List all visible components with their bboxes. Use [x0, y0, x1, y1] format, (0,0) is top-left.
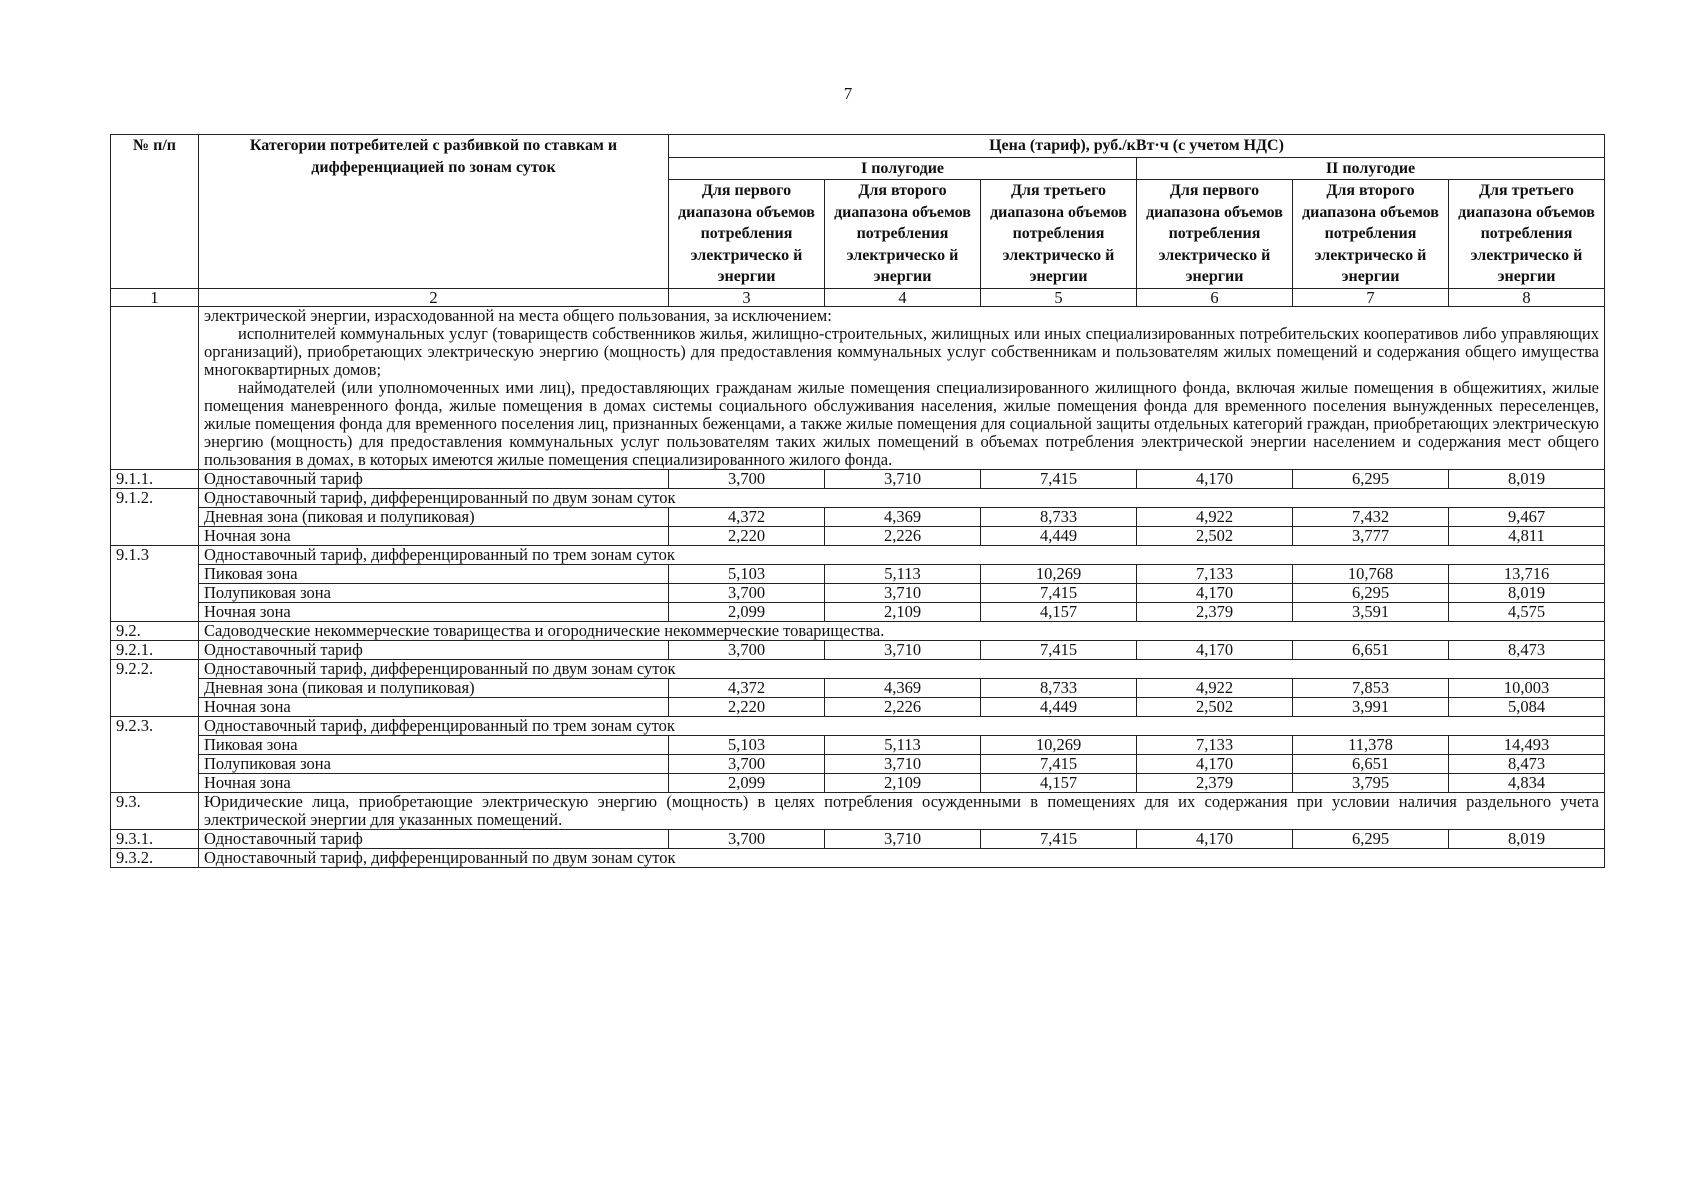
value-cell: 4,922 [1137, 678, 1293, 697]
tariff-table [110, 134, 1605, 868]
value-cell: 4,157 [981, 602, 1137, 621]
row-label: Одноставочный тариф, дифференцированный по двум зонам суток [199, 848, 1605, 867]
zone-label: Пиковая зона [199, 564, 669, 583]
value-cell: 4,170 [1137, 754, 1293, 773]
intro-paragraph: исполнителей коммунальных услуг (товариществ собственников жилья, жилищно-строительных, жилищных или иных специализированных потребительских кооперативов либо управляющих организаций), приобретающих электрическую энергию (мощность) для предоставления коммунальных услуг собственникам и пользователям жилых помещений и содержания общего имущества многоквартирных домов; [204, 323, 1600, 379]
value-cell: 3,710 [825, 583, 981, 602]
value-cell: 4,372 [669, 678, 825, 697]
value-cell: 8,473 [1449, 640, 1605, 659]
value-cell: 7,133 [1137, 735, 1293, 754]
column-number: 3 [669, 288, 825, 306]
header-range: Для первого диапазона объемов потребления электрическо й энергии [669, 180, 825, 289]
table-row [111, 773, 1605, 792]
header-range: Для первого диапазона объемов потребления электрическо й энергии [1137, 180, 1293, 289]
value-cell: 9,467 [1449, 507, 1605, 526]
value-cell: 8,019 [1449, 829, 1605, 848]
table-row [111, 697, 1605, 716]
zone-label: Дневная зона (пиковая и полупиковая) [199, 678, 669, 697]
table-row [111, 792, 1605, 829]
table-row [111, 488, 1605, 507]
row-label: Одноставочный тариф, дифференцированный по двум зонам суток [199, 488, 1605, 507]
value-cell: 3,991 [1293, 697, 1449, 716]
value-cell: 7,432 [1293, 507, 1449, 526]
value-cell: 2,379 [1137, 602, 1293, 621]
zone-label: Ночная зона [199, 773, 669, 792]
value-cell: 2,099 [669, 602, 825, 621]
value-cell: 5,103 [669, 735, 825, 754]
table-row [111, 754, 1605, 773]
row-num: 9.2.2. [111, 659, 199, 716]
intro-paragraph: наймодателей (или уполномоченных ими лиц), предоставляющих гражданам жилые помещения специализированного жилищного фонда, включая жилые помещения в общежитиях, жилые помещения маневренного фонда, жилые помещения в домах системы социального обслуживания населения, жилые помещения фонда для временного поселения вынужденных переселенцев, жилые помещения фонда для временного поселения лиц, признанных беженцами, а также жилые помещения для социальной защиты отдельных категорий граждан, приобретающих электрическую энергию (мощность) для предоставления коммунальных услуг пользователям таких жилых помещений в объемах потребления электрической энергии населением и содержания мест общего пользования в домах, в которых имеются жилые помещения специализированного жилого фонда. [204, 377, 1600, 469]
zone-label: Ночная зона [199, 526, 669, 545]
header-half-2: II полугодие [1137, 157, 1605, 180]
value-cell: 6,651 [1293, 640, 1449, 659]
row-num: 9.2.3. [111, 716, 199, 792]
value-cell: 3,591 [1293, 602, 1449, 621]
table-row [111, 507, 1605, 526]
value-cell: 3,710 [825, 640, 981, 659]
value-cell: 4,369 [825, 678, 981, 697]
value-cell: 6,295 [1293, 469, 1449, 488]
value-cell: 7,415 [981, 829, 1137, 848]
row-num: 9.2. [111, 621, 199, 640]
table-row [111, 526, 1605, 545]
intro-row [111, 306, 1605, 469]
row-num: 9.3.2. [111, 848, 199, 867]
intro-paragraph: электрической энергии, израсходованной на места общего пользования, за исключением: [204, 305, 832, 325]
column-number: 2 [199, 288, 669, 306]
value-cell: 8,733 [981, 507, 1137, 526]
column-number: 5 [981, 288, 1137, 306]
value-cell: 3,710 [825, 469, 981, 488]
value-cell: 3,710 [825, 829, 981, 848]
row-label: Садоводческие некоммерческие товарищества и огороднические некоммерческие товарищества. [199, 621, 1605, 640]
header-half-1: I полугодие [669, 157, 1137, 180]
value-cell: 3,795 [1293, 773, 1449, 792]
row-label: Одноставочный тариф [199, 469, 669, 488]
table-row [111, 640, 1605, 659]
value-cell: 4,834 [1449, 773, 1605, 792]
value-cell: 2,220 [669, 697, 825, 716]
value-cell: 3,700 [669, 754, 825, 773]
value-cell: 11,378 [1293, 735, 1449, 754]
intro-text [199, 306, 1605, 469]
value-cell: 10,768 [1293, 564, 1449, 583]
table-row [111, 829, 1605, 848]
value-cell: 2,220 [669, 526, 825, 545]
row-label: Юридические лица, приобретающие электрическую энергию (мощность) в целях потребления осужденными в помещениях для их содержания при условии наличия раздельного учета электрической энергии для указанных помещений. [199, 792, 1605, 829]
value-cell: 6,295 [1293, 583, 1449, 602]
row-num [111, 306, 199, 469]
value-cell: 7,415 [981, 640, 1137, 659]
value-cell: 4,170 [1137, 829, 1293, 848]
header-range: Для третьего диапазона объемов потребления электрическо й энергии [1449, 180, 1605, 289]
table-row [111, 848, 1605, 867]
zone-label: Полупиковая зона [199, 754, 669, 773]
value-cell: 2,226 [825, 697, 981, 716]
row-num: 9.3. [111, 792, 199, 829]
zone-label: Ночная зона [199, 602, 669, 621]
value-cell: 7,133 [1137, 564, 1293, 583]
value-cell: 3,700 [669, 829, 825, 848]
row-num: 9.1.1. [111, 469, 199, 488]
header-range: Для второго диапазона объемов потребления электрическо й энергии [1293, 180, 1449, 289]
value-cell: 2,502 [1137, 526, 1293, 545]
value-cell: 7,415 [981, 754, 1137, 773]
value-cell: 2,099 [669, 773, 825, 792]
header-category: Категории потребителей с разбивкой по ставкам и дифференциацией по зонам суток [199, 135, 669, 289]
value-cell: 4,157 [981, 773, 1137, 792]
value-cell: 8,473 [1449, 754, 1605, 773]
row-label: Одноставочный тариф, дифференцированный по трем зонам суток [199, 545, 1605, 564]
row-num: 9.1.2. [111, 488, 199, 545]
row-label: Одноставочный тариф, дифференцированный по трем зонам суток [199, 716, 1605, 735]
row-num: 9.3.1. [111, 829, 199, 848]
value-cell: 8,019 [1449, 583, 1605, 602]
table-row [111, 735, 1605, 754]
table-row [111, 716, 1605, 735]
value-cell: 4,170 [1137, 583, 1293, 602]
value-cell: 5,103 [669, 564, 825, 583]
table-row [111, 621, 1605, 640]
row-label: Одноставочный тариф, дифференцированный по двум зонам суток [199, 659, 1605, 678]
value-cell: 4,170 [1137, 640, 1293, 659]
value-cell: 2,109 [825, 773, 981, 792]
table-row [111, 659, 1605, 678]
value-cell: 14,493 [1449, 735, 1605, 754]
value-cell: 8,733 [981, 678, 1137, 697]
table-row [111, 469, 1605, 488]
page-number: 7 [843, 84, 853, 103]
value-cell: 4,372 [669, 507, 825, 526]
zone-label: Пиковая зона [199, 735, 669, 754]
row-num: 9.1.3 [111, 545, 199, 621]
table-row [111, 602, 1605, 621]
value-cell: 4,170 [1137, 469, 1293, 488]
value-cell: 7,415 [981, 583, 1137, 602]
value-cell: 6,651 [1293, 754, 1449, 773]
value-cell: 3,700 [669, 583, 825, 602]
header-num: № п/п [111, 135, 199, 289]
header-range: Для третьего диапазона объемов потребления электрическо й энергии [981, 180, 1137, 289]
value-cell: 10,003 [1449, 678, 1605, 697]
column-number: 4 [825, 288, 981, 306]
column-number: 1 [111, 288, 199, 306]
value-cell: 4,369 [825, 507, 981, 526]
header-range: Для второго диапазона объемов потребления электрическо й энергии [825, 180, 981, 289]
value-cell: 2,379 [1137, 773, 1293, 792]
value-cell: 3,700 [669, 640, 825, 659]
table-row [111, 678, 1605, 697]
value-cell: 10,269 [981, 735, 1137, 754]
value-cell: 7,415 [981, 469, 1137, 488]
value-cell: 4,449 [981, 526, 1137, 545]
zone-label: Полупиковая зона [199, 583, 669, 602]
value-cell: 2,109 [825, 602, 981, 621]
table-row [111, 564, 1605, 583]
zone-label: Дневная зона (пиковая и полупиковая) [199, 507, 669, 526]
value-cell: 7,853 [1293, 678, 1449, 697]
column-numbers-row [111, 288, 1605, 306]
value-cell: 2,502 [1137, 697, 1293, 716]
value-cell: 2,226 [825, 526, 981, 545]
value-cell: 3,777 [1293, 526, 1449, 545]
row-label: Одноставочный тариф [199, 829, 669, 848]
column-number: 7 [1293, 288, 1449, 306]
row-num: 9.2.1. [111, 640, 199, 659]
value-cell: 4,449 [981, 697, 1137, 716]
value-cell: 5,084 [1449, 697, 1605, 716]
row-label: Одноставочный тариф [199, 640, 669, 659]
value-cell: 8,019 [1449, 469, 1605, 488]
column-number: 6 [1137, 288, 1293, 306]
value-cell: 4,922 [1137, 507, 1293, 526]
header-row-1 [111, 135, 1605, 158]
value-cell: 13,716 [1449, 564, 1605, 583]
value-cell: 3,710 [825, 754, 981, 773]
value-cell: 10,269 [981, 564, 1137, 583]
header-price-title: Цена (тариф), руб./кВт·ч (с учетом НДС) [669, 135, 1605, 158]
value-cell: 4,811 [1449, 526, 1605, 545]
table-row [111, 545, 1605, 564]
value-cell: 5,113 [825, 564, 981, 583]
value-cell: 3,700 [669, 469, 825, 488]
table-row [111, 583, 1605, 602]
value-cell: 4,575 [1449, 602, 1605, 621]
value-cell: 6,295 [1293, 829, 1449, 848]
zone-label: Ночная зона [199, 697, 669, 716]
value-cell: 5,113 [825, 735, 981, 754]
column-number: 8 [1449, 288, 1605, 306]
